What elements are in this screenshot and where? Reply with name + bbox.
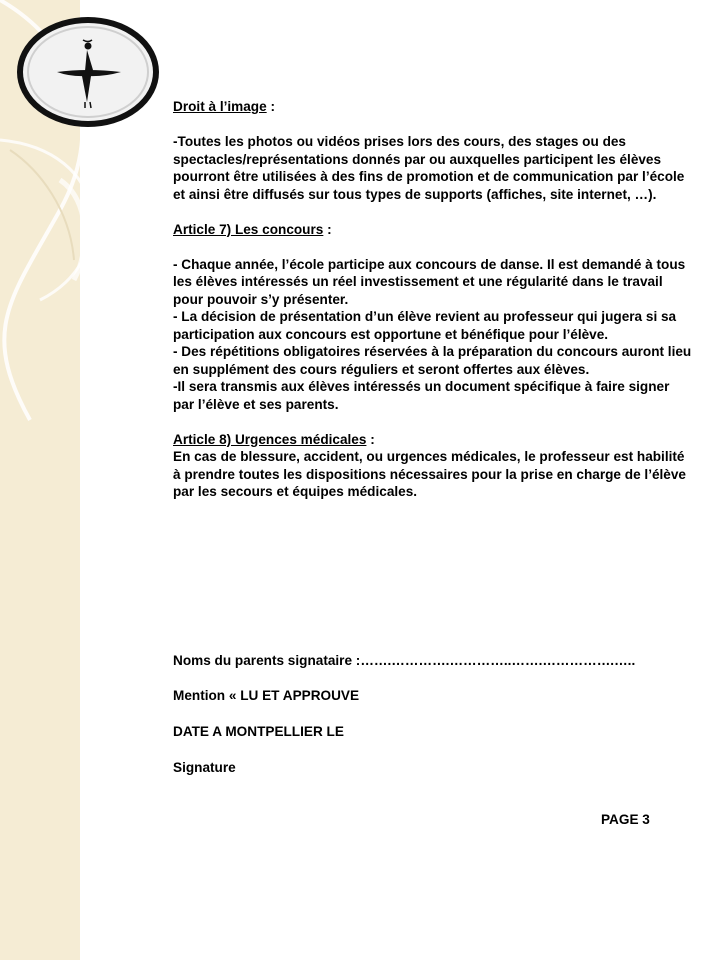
article8-paragraph: En cas de blessure, accident, ou urgences médicales, le professeur est habilité à prendre toutes les dispositions nécessaires pour la prise en charge de l’élève par les secours et équipes médicales. (173, 449, 686, 499)
image-rights-heading: Droit à l’image : (173, 99, 275, 114)
approval-mention: Mention « LU ET APPROUVE (173, 688, 360, 703)
page-number: PAGE 3 (601, 812, 650, 827)
article7-item: -Il sera transmis aux élèves intéressés un document spécifique à faire signer par l’élève et ses parents. (173, 379, 670, 412)
dancer-logo-icon (17, 16, 160, 128)
image-rights-paragraph: -Toutes les photos ou vidéos prises lors des cours, des stages ou des spectacles/représentations donnés par ou auxquelles participent les élèves pourront être utilisées à des fins de promotion et de communication par l’école et ainsi être diffusés sur tous types de supports (affiches, site internet, …). (173, 134, 685, 202)
article7-heading: Article 7) Les concours : (173, 221, 332, 237)
document-body (173, 98, 693, 501)
article7-item: - La décision de présentation d’un élève revient au professeur qui jugera si sa participation aux concours est opportune et bénéfique pour l’élève. (173, 309, 677, 342)
parents-signatory-line: Noms du parents signataire :…….………….…………..…….…………….….. (173, 653, 636, 668)
side-decoration-curves (0, 0, 175, 960)
article8-heading: Article 8) Urgences médicales : (173, 431, 375, 447)
article7-item: - Des répétitions obligatoires réservées à la préparation du concours auront lieu en supplément des cours réguliers et seront offertes aux élèves. (173, 344, 692, 377)
signature-label: Signature (173, 760, 236, 775)
date-line: DATE A MONTPELLIER LE (173, 724, 344, 739)
article7-item: - Chaque année, l’école participe aux concours de danse. Il est demandé à tous les élèves intéressés un réel investissement et une régularité dans le travail pour pouvoir s’y présenter. (173, 256, 686, 307)
